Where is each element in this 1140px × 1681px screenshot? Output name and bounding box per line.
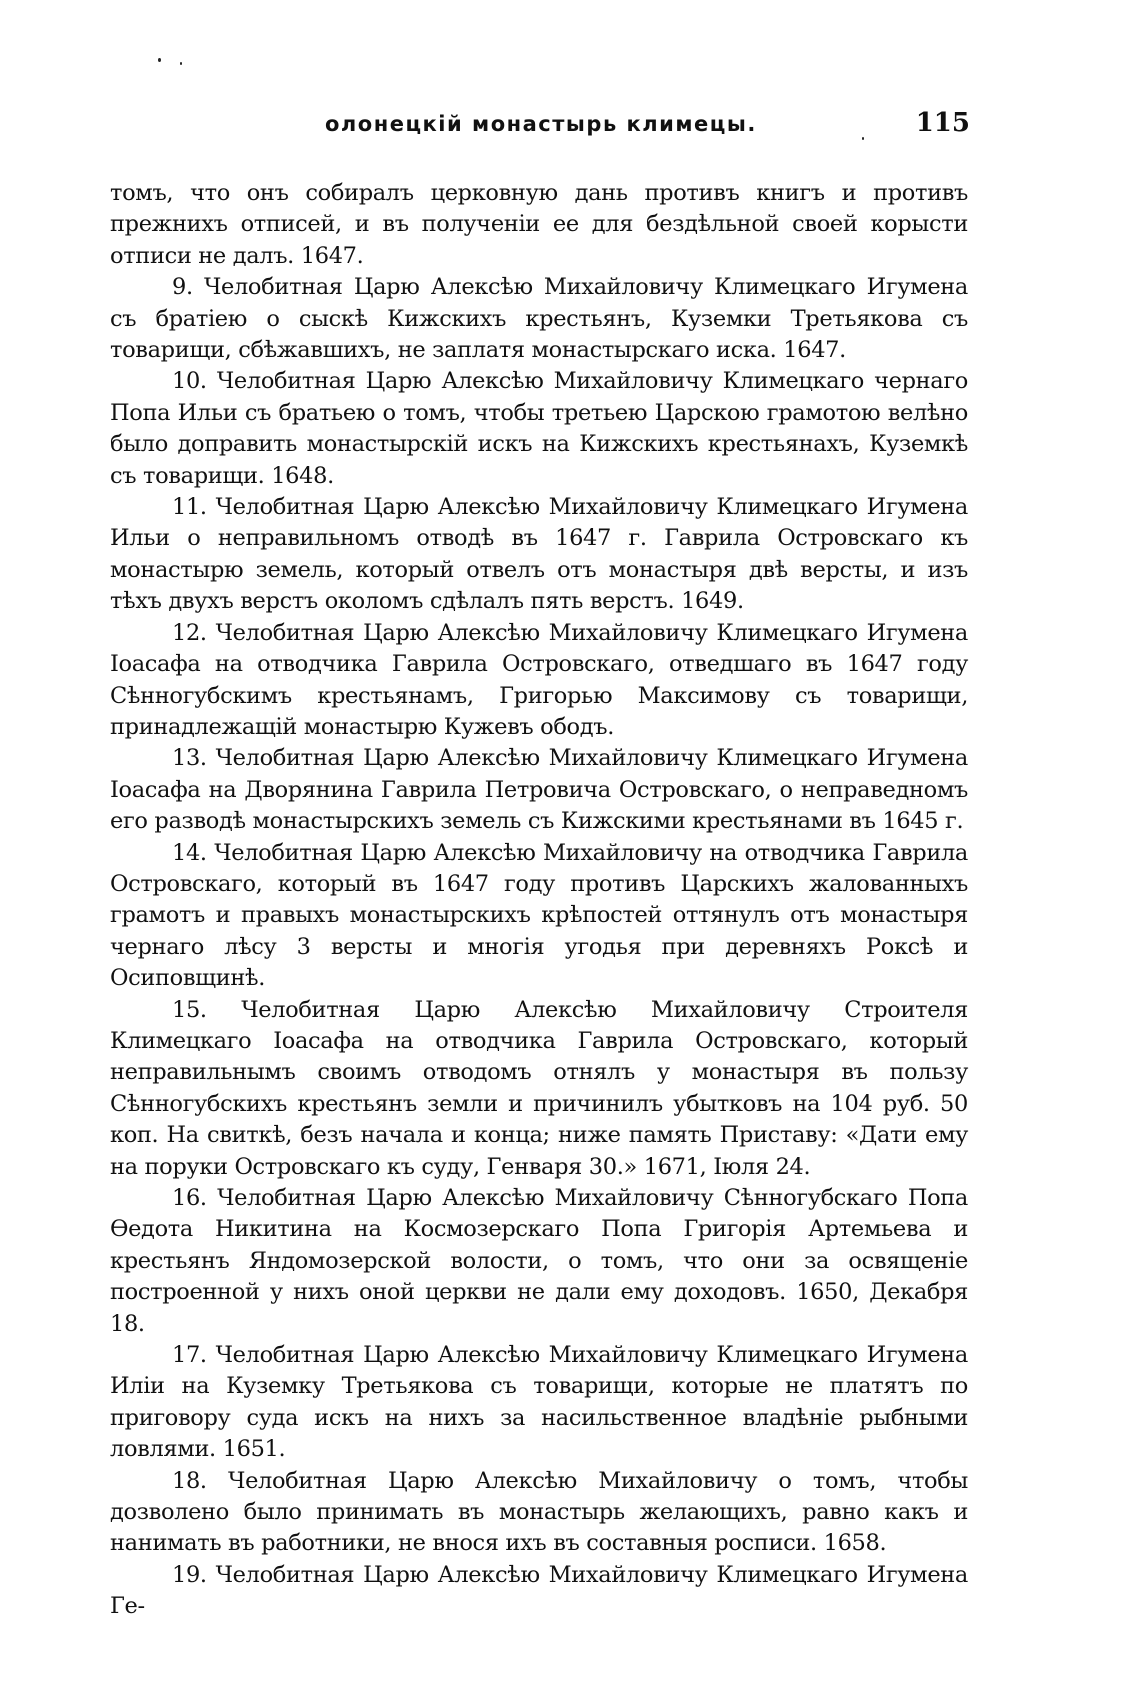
- page-header: [110, 108, 970, 152]
- paragraph-item-9: 9. Челобитная Царю Алексѣю Михайловичу Климецкаго Игумена съ братіею о сыскѣ Кижскихъ крестьянъ, Куземки Третьякова съ товарищи, сбѣжавшихъ, не заплатя монастырскаго иска. 1647.: [110, 274, 968, 364]
- print-speck: [180, 62, 182, 65]
- page-number: 115: [915, 108, 970, 138]
- paragraph-item-18: 18. Челобитная Царю Алексѣю Михайловичу о томъ, чтобы дозволено было принимать въ монастырь желающихъ, равно какъ и нанимать въ работники, не внося ихъ въ составныя росписи. 1658.: [110, 1467, 968, 1557]
- running-title: олонецкій монастырь климецы.: [325, 112, 757, 136]
- paragraph-item-15: 15. Челобитная Царю Алексѣю Михайловичу Строителя Климецкаго Іоасафа на отводчика Гаврила Островскаго, который неправильнымъ своимъ отводомъ отнялъ у монастыря въ пользу Сѣнногубскихъ крестьянъ земли и причинилъ убытковъ на 104 руб. 50 коп. На свиткѣ, безъ начала и конца; ниже память Приставу: «Дати ему на поруки Островскаго къ суду, Генваря 30.» 1671, Іюля 24.: [110, 996, 968, 1180]
- paragraph-item-10: 10. Челобитная Царю Алексѣю Михайловичу Климецкаго чернаго Попа Ильи съ братьею о томъ, чтобы третьею Царскою грамотою велѣно было доправить монастырскій искъ на Кижскихъ крестьянахъ, Куземкѣ съ товарищи. 1648.: [110, 368, 968, 489]
- body-text: [110, 178, 968, 1623]
- paragraph-item-19: 19. Челобитная Царю Алексѣю Михайловичу Климецкаго Игумена Ге-: [110, 1561, 968, 1620]
- paragraph-item-14: 14. Челобитная Царю Алексѣю Михайловичу на отводчика Гаврила Островскаго, который въ 1647 году противъ Царскихъ жалованныхъ грамотъ и правыхъ монастырскихъ крѣпостей оттянулъ отъ монастыря чернаго лѣсу 3 версты и многія угодья при деревняхъ Роксѣ и Осиповщинѣ.: [110, 839, 968, 992]
- paragraph-item-17: 17. Челобитная Царю Алексѣю Михайловичу Климецкаго Игумена Иліи на Куземку Третьякова съ товарищи, которые не платятъ по приговору суда искъ на нихъ за насильственное владѣніе рыбными ловлями. 1651.: [110, 1342, 968, 1463]
- print-speck: [158, 58, 161, 62]
- paragraph-item-16: 16. Челобитная Царю Алексѣю Михайловичу Сѣнногубскаго Попа Ѳедота Никитина на Космозерскаго Попа Григорія Артемьева и крестьянъ Яндомозерской волости, о томъ, что они за освященіе построенной у нихъ оной церкви не дали ему доходовъ. 1650, Декабря 18.: [110, 1185, 968, 1337]
- paragraph-continuation: томъ, что онъ собиралъ церковную дань противъ книгъ и противъ прежнихъ отписей, и въ полученіи ее для бездѣльной своей корысти отписи не далъ. 1647.: [110, 180, 968, 269]
- paragraph-item-13: 13. Челобитная Царю Алексѣю Михайловичу Климецкаго Игумена Іоасафа на Дворянина Гаврила Петровича Островскаго, о неправедномъ его разводѣ монастырскихъ земель съ Кижскими крестьянами въ 1645 г.: [110, 745, 968, 835]
- paragraph-item-12: 12. Челобитная Царю Алексѣю Михайловичу Климецкаго Игумена Іоасафа на отводчика Гаврила Островскаго, отведшаго въ 1647 году Сѣнногубскимъ крестьянамъ, Григорью Максимову съ товарищи, принадлежащій монастырю Кужевъ ободъ.: [110, 619, 968, 740]
- paragraph-item-11: 11. Челобитная Царю Алексѣю Михайловичу Климецкаго Игумена Ильи о неправильномъ отводѣ въ 1647 г. Гаврила Островскаго къ монастырю земель, который отвелъ отъ монастыря двѣ версты, и изъ тѣхъ двухъ верстъ околомъ сдѣлалъ пять верстъ. 1649.: [110, 494, 968, 615]
